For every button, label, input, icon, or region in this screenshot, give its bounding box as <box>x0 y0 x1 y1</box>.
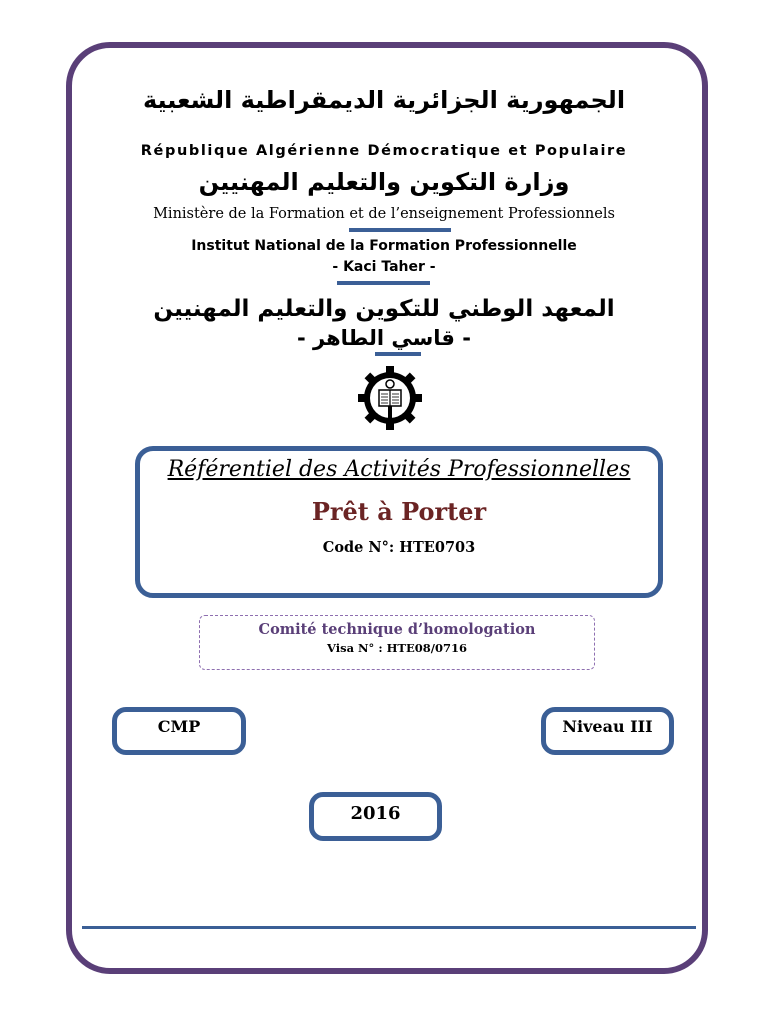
arabic-institute-name: - قاسي الطاهر - <box>297 326 471 350</box>
gear-book-emblem-icon <box>352 366 428 430</box>
arabic-institute-title: المعهد الوطني للتكوين والتعليم المهنيين <box>153 296 615 322</box>
level-box <box>541 707 674 755</box>
diploma-label: CMP <box>157 717 201 736</box>
french-institute-name: - Kaci Taher - <box>332 259 436 275</box>
diploma-box <box>112 707 246 755</box>
institute-divider <box>337 281 430 285</box>
year-box <box>309 792 442 841</box>
arabic-ministry-title: وزارة التكوين والتعليم المهنيين <box>198 168 570 196</box>
specialty-title: Prêt à Porter <box>311 497 487 526</box>
committee-title: Comité technique d’homologation <box>258 621 536 638</box>
committee-box <box>199 615 595 670</box>
arabic-name-divider <box>375 352 421 356</box>
referential-title: Référentiel des Activités Professionnelles <box>167 457 631 482</box>
level-label: Niveau III <box>562 717 653 736</box>
year-label: 2016 <box>350 803 401 824</box>
committee-visa: Visa N° : HTE08/0716 <box>327 641 467 655</box>
ministry-divider <box>349 228 451 232</box>
french-institute-title: Institut National de la Formation Professionnelle <box>191 238 577 254</box>
specialty-code: Code N°: HTE0703 <box>322 539 476 556</box>
referential-box <box>135 446 663 598</box>
footer-divider <box>82 926 696 929</box>
french-republic-title: République Algérienne Démocratique et Populaire <box>140 143 628 159</box>
french-ministry-title: Ministère de la Formation et de l’enseignement Professionnels <box>153 206 615 222</box>
arabic-republic-title: الجمهورية الجزائرية الديمقراطية الشعبية <box>142 86 626 114</box>
